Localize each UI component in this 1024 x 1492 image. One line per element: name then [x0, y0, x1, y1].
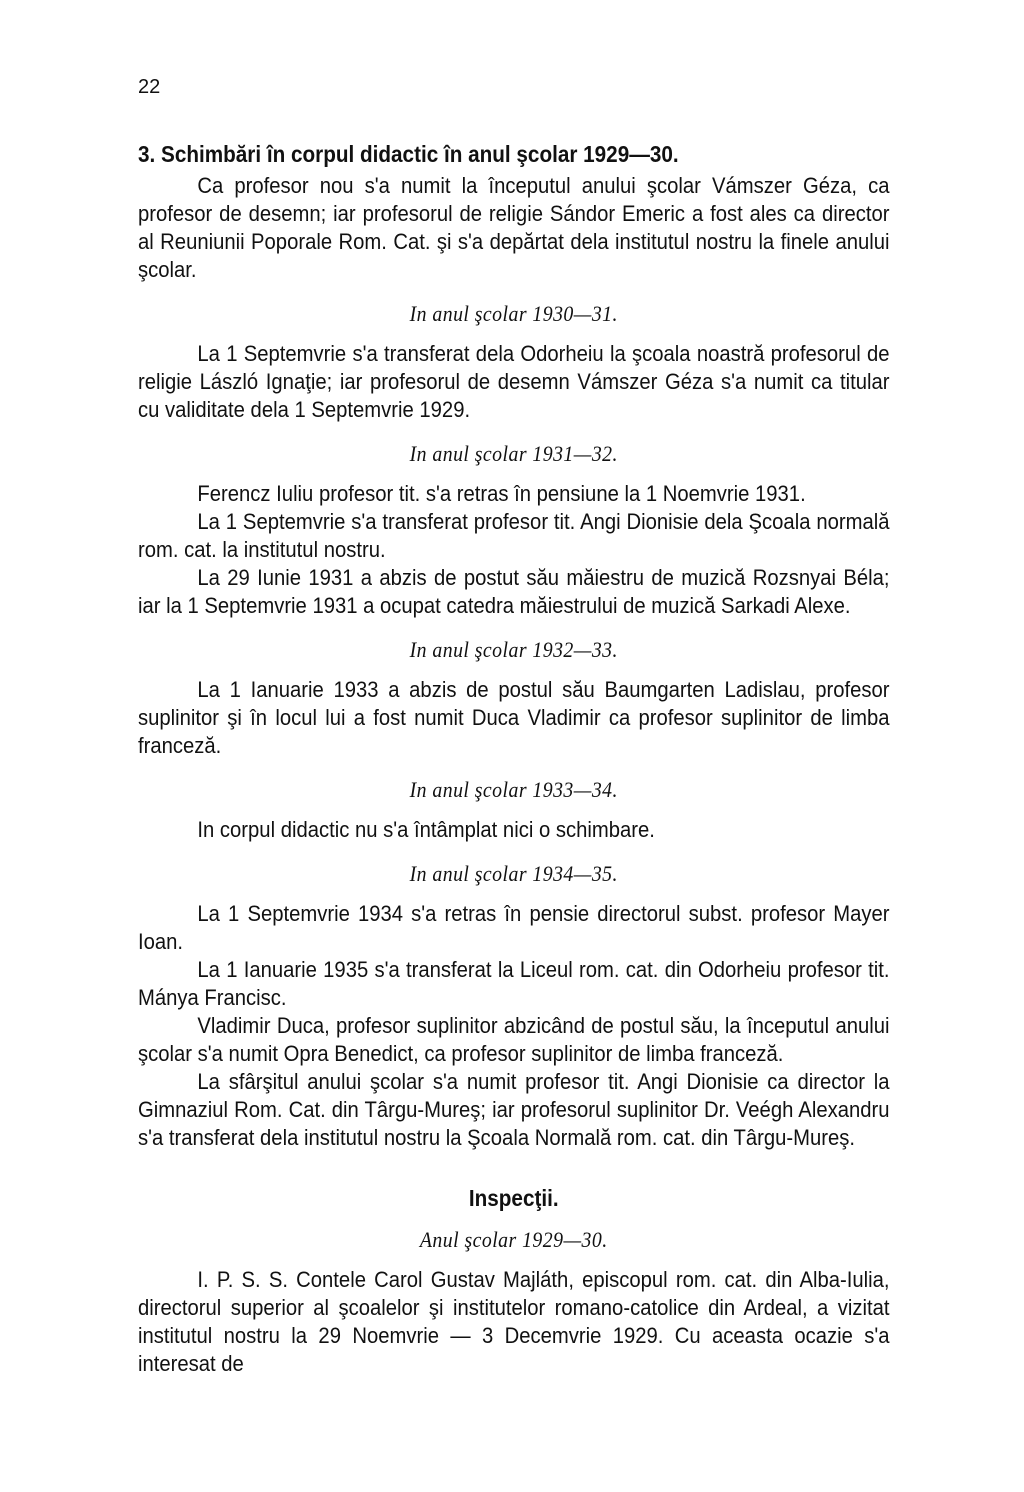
paragraph: La 1 Septemvrie s'a transferat dela Odorheiu la şcoala noastră profesorul de religie László Ignaţie; iar profesorul de desemn Vámszer Géza s'a numit ca titular cu validitate dela 1 Septemvrie 1929.	[138, 341, 890, 422]
paragraph: In corpul didactic nu s'a întâmplat nici o schimbare.	[197, 817, 655, 842]
inspections-year-heading: Anul şcolar 1929—30.	[419, 1227, 608, 1252]
year-heading-1931-32: In anul şcolar 1931—32.	[409, 441, 618, 466]
paragraph: La 1 Ianuarie 1933 a abzis de postul său Baumgarten Ladislau, profesor suplinitor şi în locul lui a fost numit Duca Vladimir ca profesor suplinitor de limba franceză.	[138, 677, 890, 758]
page-number: 22	[138, 76, 161, 98]
page-content	[138, 140, 890, 1378]
inspections-paragraph: I. P. S. S. Contele Carol Gustav Majláth, episcopul rom. cat. din Alba-Iulia, directorul superior al şcoalelor şi institutelor romano-catolice din Ardeal, a vizitat institutul nostru la 29 Noemvrie — 3 Decemvrie 1929. Cu aceasta ocazie s'a interesat de	[138, 1267, 890, 1376]
section-heading: 3. Schimbări în corpul didactic în anul şcolar 1929—30.	[138, 141, 679, 167]
paragraph: La 1 Septemvrie 1934 s'a retras în pensie directorul subst. profesor Mayer Ioan.	[138, 901, 890, 954]
year-heading-1932-33: In anul şcolar 1932—33.	[409, 637, 618, 662]
year-heading-1934-35: In anul şcolar 1934—35.	[409, 861, 618, 886]
year-heading-1930-31: In anul şcolar 1930—31.	[409, 301, 618, 326]
paragraph: La 29 Iunie 1931 a abzis de postut său măiestru de muzică Rozsnyai Béla; iar la 1 Septemvrie 1931 a ocupat catedra măiestrului de muzică Sarkadi Alexe.	[138, 565, 890, 618]
paragraph: La 1 Ianuarie 1935 s'a transferat la Liceul rom. cat. din Odorheiu profesor tit. Mánya Francisc.	[138, 957, 890, 1010]
paragraph: Vladimir Duca, profesor suplinitor abzicând de postul său, la începutul anului şcolar s'a numit Opra Benedict, ca profesor suplinitor de limba franceză.	[138, 1013, 890, 1066]
paragraph: Ferencz Iuliu profesor tit. s'a retras în pensiune la 1 Noemvrie 1931.	[197, 481, 806, 506]
inspections-heading: Inspecţii.	[468, 1185, 559, 1211]
paragraph: La 1 Septemvrie s'a transferat profesor tit. Angi Dionisie dela Şcoala normală rom. cat. la institutul nostru.	[138, 509, 890, 562]
year-heading-1933-34: In anul şcolar 1933—34.	[409, 777, 618, 802]
paragraph: La sfârşitul anului şcolar s'a numit profesor tit. Angi Dionisie ca director la Gimnaziul Rom. Cat. din Târgu-Mureş; iar profesorul suplinitor Dr. Veégh Alexandru s'a transferat dela institutul nostru la Şcoala Normală rom. cat. din Târgu-Mureş.	[138, 1069, 890, 1150]
intro-paragraph: Ca profesor nou s'a numit la începutul anului şcolar Vámszer Géza, ca profesor de desemn; iar profesorul de religie Sándor Emeric a fost ales ca director al Reuniunii Poporale Rom. Cat. şi s'a depărtat dela institutul nostru la finele anului şcolar.	[138, 173, 890, 282]
